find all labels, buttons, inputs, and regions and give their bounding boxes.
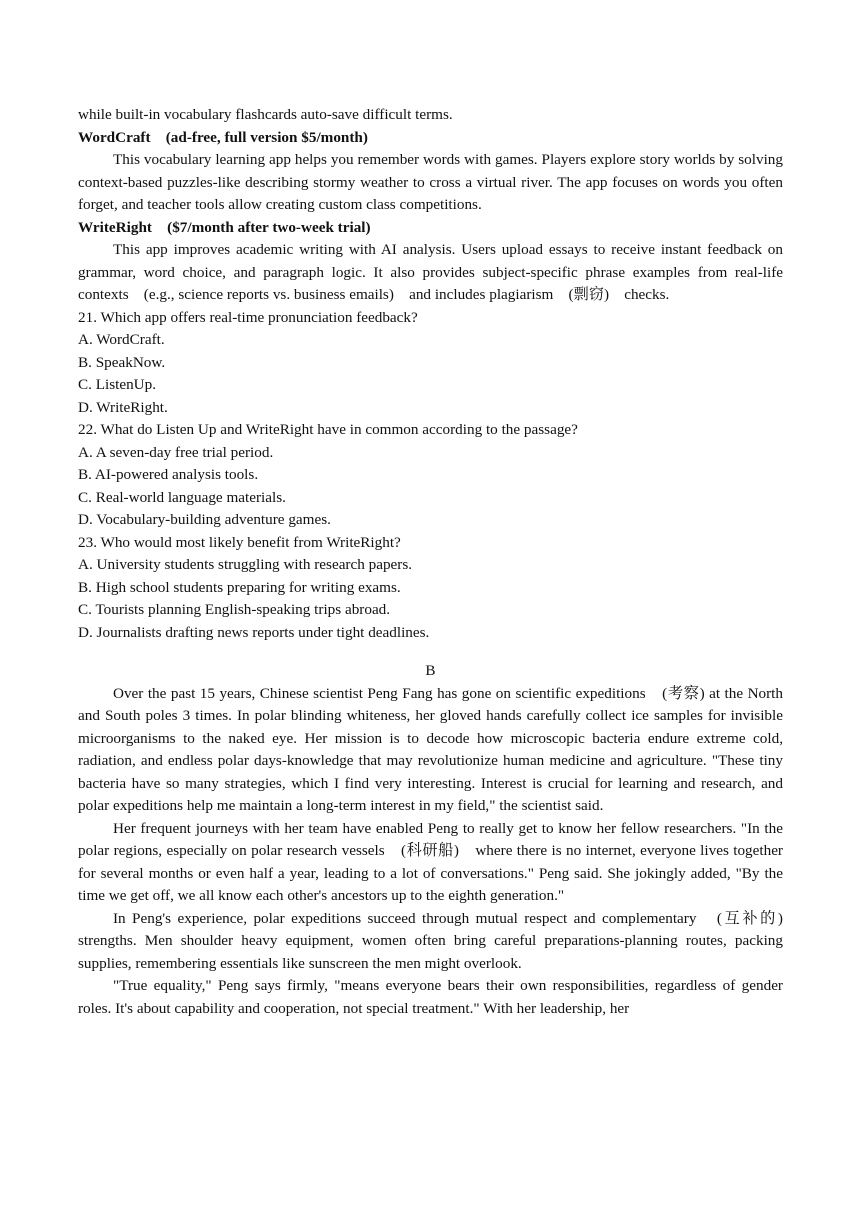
option-b: B. High school students preparing for writing exams.: [78, 578, 401, 596]
question-stem: 22. What do Listen Up and WriteRight have in common according to the passage?: [78, 421, 578, 438]
question-22: [78, 419, 783, 532]
option-c: C. Real-world language materials.: [78, 488, 286, 506]
app-heading-writeright: WriteRight ($7/month after two-week trial): [78, 218, 371, 236]
option-b: B. AI-powered analysis tools.: [78, 466, 259, 483]
question-stem: 23. Who would most likely benefit from WriteRight?: [78, 533, 401, 551]
app-body-writeright: This app improves academic writing with AI analysis. Users upload essays to receive instant feedback on grammar, word choice, and paragraph logic. It also provides subject-specific phrase examples from real-life contexts (e.g., science reports vs. business emails) and includes plagiarism (剽窃) checks.: [78, 241, 783, 303]
option-b: B. SpeakNow.: [78, 353, 166, 371]
question-21: [78, 307, 783, 420]
app-body-wordcraft: This vocabulary learning app helps you remember words with games. Players explore story worlds by solving context-based puzzles-like describing stormy weather to cross a virtual river. The app focuses on words you often forget, and teacher tools allow creating custom class competitions.: [78, 151, 783, 213]
option-d: D. Journalists drafting news reports under tight deadlines.: [78, 623, 430, 641]
option-a: A. A seven-day free trial period.: [78, 443, 274, 461]
option-c: C. ListenUp.: [78, 376, 157, 393]
exam-page: [78, 104, 799, 1020]
option-d: D. Vocabulary-building adventure games.: [78, 511, 331, 528]
passage-paragraph: In Peng's experience, polar expeditions succeed through mutual respect and complementary (互补的) strengths. Men shoulder heavy equipment, women often bring careful preparations-planning routes, packing supplies, remembering essentials like sunscreen the men might overlook.: [78, 909, 799, 972]
option-d: D. WriteRight.: [78, 398, 168, 416]
question-23: [78, 532, 783, 645]
option-c: C. Tourists planning English-speaking trips abroad.: [78, 601, 391, 618]
option-a: A. University students struggling with research papers.: [78, 556, 413, 573]
passage-paragraph: "True equality," Peng says firmly, "means everyone bears their own responsibilities, regardless of gender roles. It's about capability and cooperation, not special treatment." With her leadership, her: [78, 977, 783, 1017]
passage-paragraph: Over the past 15 years, Chinese scientist Peng Fang has gone on scientific expeditions (考察) at the North and South poles 3 times. In polar blinding whiteness, her gloved hands carefully collect ice samples for invisible microorganisms to the naked eye. Her mission is to decode how microscopic bacteria endure extreme cold, radiation, and endless polar days-knowledge that may revolutionize human medicine and agriculture. "These tiny bacteria have so many strategies, which I find very interesting. Interest is crucial for learning and research, and polar expeditions help me maintain a long-term interest in my field," the scientist said.: [78, 684, 783, 814]
question-stem: 21. Which app offers real-time pronunciation feedback?: [78, 308, 418, 326]
passage-paragraph: Her frequent journeys with her team have enabled Peng to really get to know her fellow researchers. "In the polar regions, especially on polar research vessels (科研船) where there is no internet, everyone lives together for several months or even half a year, leading to a lot of conversations." Peng said. She jokingly added, "By the time we get off, we all know each other's ancestors up to the eighth generation.": [78, 819, 783, 904]
intro-tail: while built-in vocabulary flashcards auto-save difficult terms.: [78, 106, 453, 123]
option-a: A. WordCraft.: [78, 331, 165, 348]
app-heading-wordcraft: WordCraft (ad-free, full version $5/month): [78, 128, 368, 146]
section-b-label: B: [425, 662, 436, 679]
